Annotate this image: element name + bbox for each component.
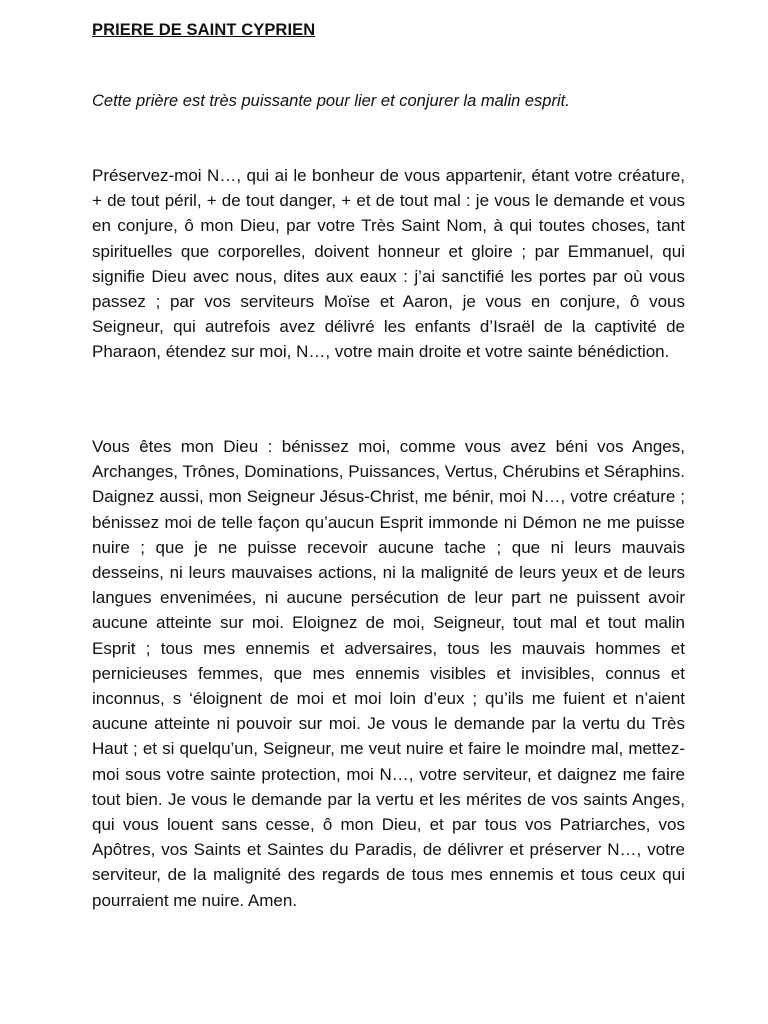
- document-title: PRIERE DE SAINT CYPRIEN: [92, 21, 316, 39]
- paragraph-2: Vous êtes mon Dieu : bénissez moi, comme vous avez béni vos Anges, Archanges, Trônes, Dominations, Puissances, Vertus, Chérubins et Séraphins. Daignez aussi, mon Seigneur Jésus-Christ, me bénir, moi N…, votre créature ; bénissez moi de telle façon qu’aucun Esprit immonde ni Démon ne me puisse nuire ; que je ne puisse recevoir aucune tache ; que ni leurs mauvais desseins, ni leurs mauvaises actions, ni la malignité de leurs yeux et de leurs langues envenimées, ni aucune persécution de leur part ne puissent avoir aucune atteinte sur moi. Eloignez de moi, Seigneur, tout mal et tout malin Esprit ; tous mes ennemis et adversaires, tous les mauvais hommes et pernicieuses femmes, que mes ennemis visibles et invisibles, connus et inconnus, s ‘éloignent de moi et moi loin d’eux ; qu’ils me fuient et n’aient aucune atteinte ni pouvoir sur moi. Je vous le demande par la vertu du Très Haut ; et si quelqu’un, Seigneur, me veut nuire et faire le moindre mal, mettez-moi sous votre sainte protection, moi N…, votre serviteur, et daignez me faire tout bien. Je vous le demande par la vertu et les mérites de vos saints Anges, qui vous louent sans cesse, ô mon Dieu, et par tous vos Patriarches, vos Apôtres, vos Saints et Saintes du Paradis, de délivrer et préserver N…, votre serviteur, de la malignité des regards de tous mes ennemis et tous ceux qui pourraient me nuire. Amen.: [92, 437, 685, 910]
- paragraph-1: Préservez-moi N…, qui ai le bonheur de vous appartenir, étant votre créature, + de tout péril, + de tout danger, + et de tout mal : je vous le demande et vous en conjure, ô mon Dieu, par votre Très Saint Nom, à qui toutes choses, tant spirituelles que corporelles, doivent honneur et gloire ; par Emmanuel, qui signifie Dieu avec nous, dites aux eaux : j’ai sanctifié les portes par où vous passez ; par vos serviteurs Moïse et Aaron, je vous en conjure, ô vous Seigneur, qui autrefois avez délivré les enfants d’Israël de la captivité de Pharaon, étendez sur moi, N…, votre main droite et votre sainte bénédiction.: [92, 166, 685, 362]
- document-page: [92, 18, 685, 910]
- document-subtitle: Cette prière est très puissante pour lier et conjurer la malin esprit.: [92, 92, 570, 110]
